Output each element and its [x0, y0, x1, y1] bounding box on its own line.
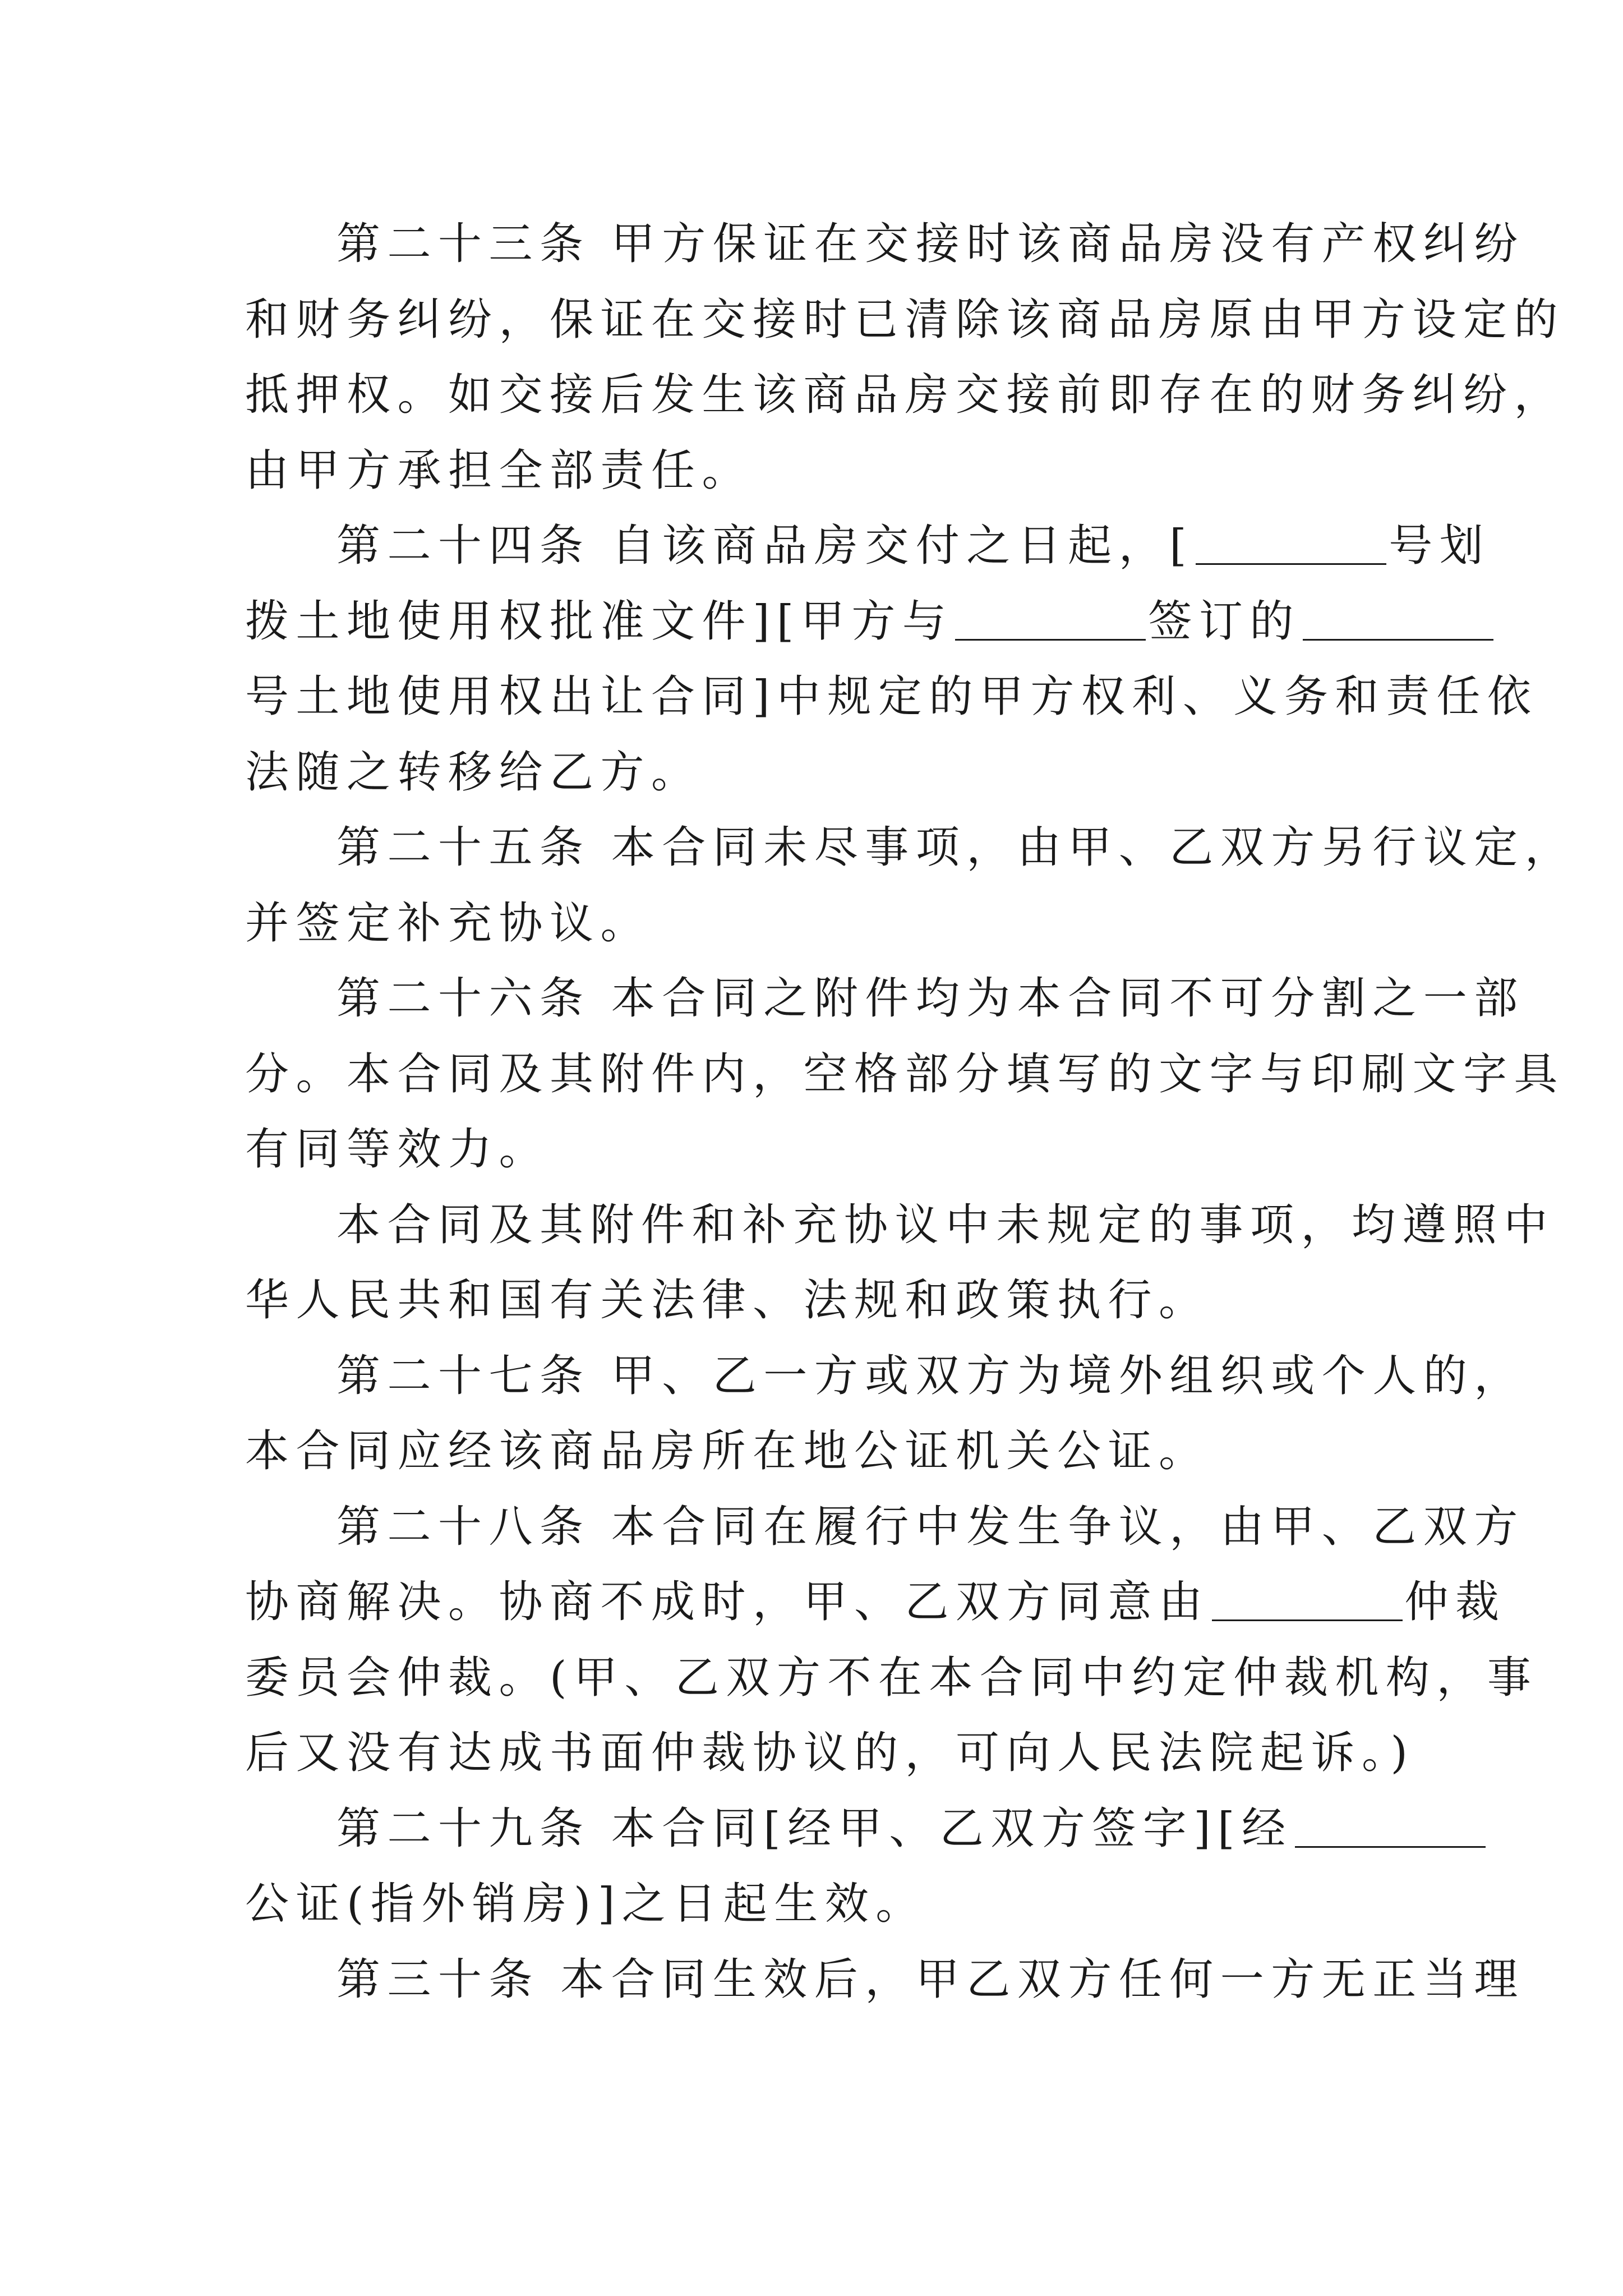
text-segment: 第三十条 本合同生效后，甲乙双方任何一方无正当理	[336, 1954, 1525, 2005]
text-segment: 第二十三条 甲方保证在交接时该商品房没有产权纠纷	[336, 219, 1525, 269]
text-segment: 协商解决。协商不成时，甲、乙双方同意由	[245, 1577, 1210, 1627]
text-segment: 由甲方承担全部责任。	[245, 445, 753, 496]
text-line	[245, 282, 1565, 358]
text-line	[245, 1112, 1378, 1188]
text-segment: 并签定补充协议。	[245, 898, 652, 949]
text-segment: 仲裁	[1404, 1577, 1506, 1627]
text-segment: 华人民共和国有关法律、法规和政策执行。	[245, 1275, 1210, 1326]
text-segment: 第二十七条 甲、乙一方或双方为境外组织或个人的，	[336, 1350, 1525, 1401]
text-segment: 本合同应经该商品房所在地公证机关公证。	[245, 1426, 1210, 1476]
fill-in-blank	[1303, 595, 1493, 641]
text-segment: 公证(指外销房)]之日起生效。	[245, 1879, 926, 1929]
text-segment: 签订的	[1148, 596, 1301, 647]
text-segment: 委员会仲裁。(甲、乙双方不在本合同中约定仲裁机构，事	[245, 1652, 1538, 1703]
text-segment: 第二十九条 本合同[经甲、乙双方签字][经	[336, 1803, 1293, 1854]
fill-in-blank	[1212, 1576, 1403, 1621]
text-line	[245, 1338, 1525, 1414]
text-line	[245, 1640, 1538, 1716]
text-line	[245, 1037, 1565, 1112]
text-segment: 分。本合同及其附件内，空格部分填写的文字与印刷文字具	[245, 1048, 1565, 1099]
text-line	[245, 810, 1576, 886]
text-line	[245, 961, 1525, 1037]
fill-in-blank	[1196, 519, 1386, 565]
text-line	[245, 508, 1491, 584]
text-segment: 法随之转移给乙方。	[245, 747, 702, 798]
text-line	[245, 886, 1378, 961]
text-segment: 本合同及其附件和补充协议中未规定的事项，均遵照中	[336, 1199, 1555, 1250]
text-line	[245, 1263, 1378, 1338]
text-line	[245, 433, 1378, 509]
fill-in-blank	[955, 595, 1146, 641]
text-line	[245, 659, 1538, 735]
text-line	[245, 584, 1378, 660]
text-segment: 号土地使用权出让合同]中规定的甲方权利、义务和责任依	[245, 671, 1538, 722]
text-line	[245, 1791, 1378, 1867]
text-segment: 第二十四条 自该商品房交付之日起，[	[336, 521, 1194, 571]
text-segment: 有同等效力。	[245, 1124, 550, 1175]
text-segment: 拨土地使用权批准文件][甲方与	[245, 596, 953, 647]
text-segment: 第二十八条 本合同在履行中发生争议，由甲、乙双方	[336, 1501, 1525, 1552]
text-segment: 和财务纠纷，保证在交接时已清除该商品房原由甲方设定的	[245, 294, 1565, 345]
text-line	[245, 206, 1525, 282]
contract-body	[245, 206, 1576, 2017]
text-segment: 号划	[1389, 521, 1491, 571]
text-line	[245, 1942, 1525, 2018]
text-line	[245, 1414, 1378, 1489]
text-line	[245, 735, 1378, 811]
text-segment: 后又没有达成书面仲裁协议的，可向人民法院起诉。)	[245, 1728, 1415, 1778]
text-line	[245, 1715, 1415, 1791]
text-line	[245, 1489, 1525, 1565]
text-segment: 抵押权。如交接后发生该商品房交接前即存在的财务纠纷，	[245, 370, 1565, 420]
text-line	[245, 1565, 1506, 1640]
text-line	[245, 1866, 1378, 1942]
fill-in-blank	[1295, 1802, 1486, 1848]
text-segment: 第二十六条 本合同之附件均为本合同不可分割之一部	[336, 973, 1525, 1024]
text-line	[245, 357, 1565, 433]
text-segment: 第二十五条 本合同未尽事项，由甲、乙双方另行议定，	[336, 822, 1576, 873]
text-line	[245, 1188, 1555, 1263]
